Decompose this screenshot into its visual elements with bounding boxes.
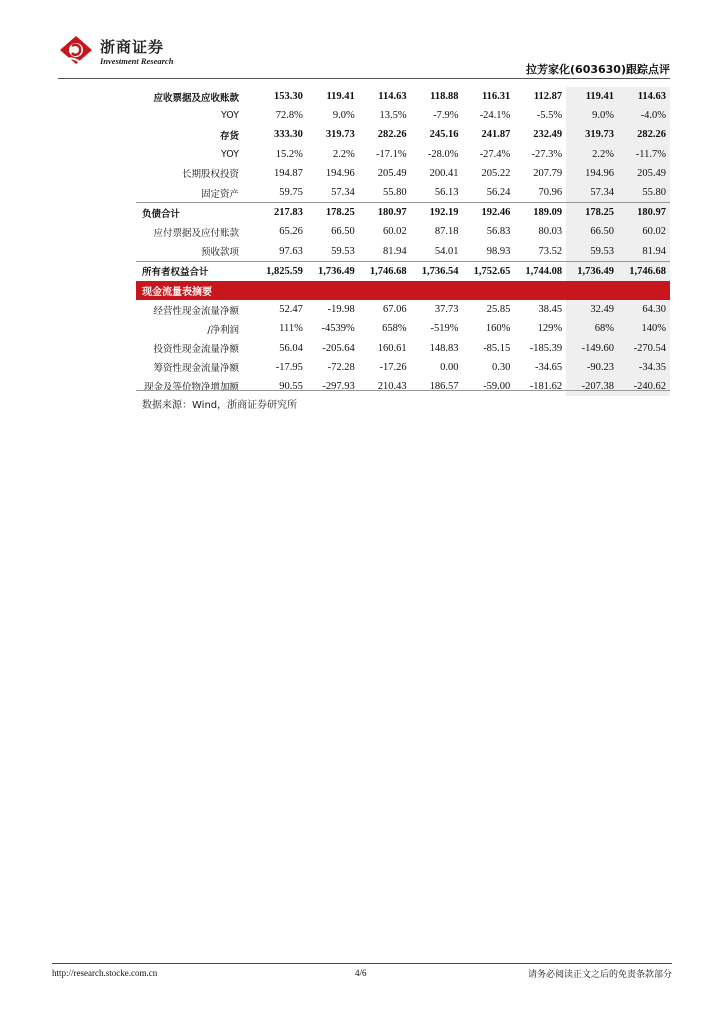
table-cell: 13.5%	[379, 110, 407, 122]
table-cell: 65.26	[279, 226, 303, 238]
table-cell: -17.26	[379, 361, 407, 373]
table-cell: -297.93	[322, 380, 355, 392]
table-cell: 153.30	[274, 91, 303, 103]
brand-name-en: Investment Research	[100, 56, 174, 66]
table-cell: 1,746.68	[618, 261, 670, 281]
table-cell: 207.79	[533, 167, 563, 179]
table-cell: 52.47	[279, 304, 303, 316]
table-cell: 114.63	[378, 91, 407, 103]
table-cell: -4539%	[321, 323, 355, 335]
row-label: YOY	[220, 110, 240, 122]
table-cell: 1,752.65	[462, 261, 514, 281]
table-cell: -19.98	[327, 304, 355, 316]
table-row	[136, 242, 670, 262]
table-cell: 60.02	[382, 226, 407, 238]
table-cell: 56.24	[486, 187, 511, 199]
table-cell: 59.75	[279, 187, 303, 199]
table-row	[136, 319, 670, 338]
row-label: 应收票据及应收账款	[153, 92, 240, 104]
table-cell: 194.96	[566, 164, 618, 183]
table-cell: 55.80	[382, 187, 407, 199]
table-cell: 97.63	[279, 245, 303, 257]
row-label: 所有者权益合计	[136, 261, 255, 281]
table-cell: 56.04	[279, 342, 303, 354]
page-number: 4/6	[355, 968, 367, 978]
table-cell: -34.65	[535, 361, 563, 373]
table-cell: 80.03	[538, 226, 563, 238]
table-cell: 9.0%	[332, 110, 355, 122]
table-cell: -59.00	[483, 380, 511, 392]
table-cell: -7.9%	[433, 110, 459, 122]
table-cell: 64.30	[618, 300, 670, 319]
table-cell: 72.8%	[275, 110, 303, 122]
table-cell: 66.50	[566, 222, 618, 241]
table-cell: 282.26	[618, 125, 670, 144]
table-cell: 56.13	[434, 187, 459, 199]
table-row	[136, 222, 670, 241]
table-cell: 1,736.49	[566, 261, 618, 281]
table-cell: 116.31	[482, 91, 511, 103]
table-cell: 55.80	[618, 183, 670, 203]
table-cell: 1,736.49	[307, 261, 359, 281]
table-cell: 160.61	[377, 342, 407, 354]
table-cell: 73.52	[538, 245, 563, 257]
table-cell: -27.4%	[479, 148, 511, 160]
table-cell: 98.93	[486, 245, 511, 257]
table-bottom-rule	[136, 390, 670, 391]
table-cell: 205.49	[377, 167, 407, 179]
table-cell: 1,746.68	[359, 261, 411, 281]
table-cell: 119.41	[566, 87, 618, 106]
table-cell: 87.18	[434, 226, 459, 238]
footer-disclaimer: 请务必阅读正文之后的免责条款部分	[527, 970, 672, 980]
zheshang-logo-icon	[58, 34, 94, 66]
table-cell: 1,744.08	[514, 261, 566, 281]
table-cell: 0.30	[491, 361, 511, 373]
table-cell: 81.94	[618, 242, 670, 262]
table-cell: 148.83	[429, 342, 459, 354]
table-cell: 57.34	[566, 183, 618, 203]
financial-table	[136, 87, 670, 396]
table-cell: 59.53	[331, 245, 355, 257]
table-cell: 68%	[566, 319, 618, 338]
section-header	[136, 281, 670, 300]
table-row	[136, 261, 670, 281]
table-cell: 129%	[537, 323, 563, 335]
table-cell: 319.73	[325, 129, 355, 141]
page-header	[58, 34, 670, 78]
table-cell: -185.39	[529, 342, 563, 354]
table-cell: 66.50	[331, 226, 355, 238]
table-cell: 178.25	[307, 203, 359, 223]
row-label: 长期股权投资	[182, 169, 240, 181]
table-cell: 658%	[382, 323, 407, 335]
table-cell: -17.95	[275, 361, 303, 373]
table-cell: 54.01	[434, 245, 459, 257]
table-cell: 9.0%	[566, 106, 618, 125]
table-cell: 333.30	[274, 129, 303, 141]
table-cell: 186.57	[429, 380, 459, 392]
table-row	[136, 145, 670, 164]
table-cell: 1,736.54	[411, 261, 463, 281]
table-row	[136, 183, 670, 203]
row-label: YOY	[220, 148, 240, 160]
table-cell: 180.97	[618, 203, 670, 223]
table-cell: 1,825.59	[255, 261, 307, 281]
table-cell: 90.55	[279, 380, 303, 392]
table-cell: 282.26	[377, 129, 407, 141]
table-cell: 114.63	[618, 87, 670, 106]
table-cell: 192.19	[411, 203, 463, 223]
table-cell: 56.83	[486, 226, 511, 238]
table-cell: 81.94	[382, 245, 407, 257]
table-cell: -27.3%	[531, 148, 563, 160]
table-cell: 67.06	[382, 304, 407, 316]
table-cell: 60.02	[618, 222, 670, 241]
row-label: 经营性现金流量净额	[153, 305, 240, 317]
table-row	[136, 106, 670, 125]
report-title: 拉芳家化(603630)跟踪点评	[526, 63, 670, 76]
table-cell: 140%	[618, 319, 670, 338]
table-cell: 160%	[485, 323, 511, 335]
table-cell: -240.62	[618, 377, 670, 396]
table-cell: 57.34	[331, 187, 355, 199]
table-cell: -519%	[430, 323, 459, 335]
row-label: 预收款项	[201, 247, 240, 259]
table-cell: 217.83	[255, 203, 307, 223]
source-note: 数据来源：Wind，浙商证券研究所	[142, 400, 298, 411]
table-cell: -270.54	[618, 338, 670, 357]
row-label: 固定资产	[201, 188, 240, 200]
table-cell: -17.1%	[375, 148, 407, 160]
table-cell: 32.49	[566, 300, 618, 319]
table-cell: 192.46	[462, 203, 514, 223]
table-cell: 232.49	[533, 129, 563, 141]
table-cell: 2.2%	[332, 148, 355, 160]
table-cell: -5.5%	[536, 110, 563, 122]
table-row	[136, 87, 670, 106]
footer-divider	[52, 963, 672, 964]
table-cell: 118.88	[430, 91, 459, 103]
table-cell: 245.16	[429, 129, 459, 141]
table-cell: 205.22	[481, 167, 511, 179]
table-cell: 111%	[279, 323, 303, 335]
table-cell: -205.64	[322, 342, 355, 354]
table-row	[136, 300, 670, 319]
table-cell: -4.0%	[618, 106, 670, 125]
table-cell: 189.09	[514, 203, 566, 223]
table-cell: 180.97	[359, 203, 411, 223]
table-cell: -90.23	[566, 358, 618, 377]
table-row	[136, 338, 670, 357]
table-cell: 205.49	[618, 164, 670, 183]
table-cell: -181.62	[529, 380, 563, 392]
row-label: 现金及等价物净增加额	[144, 382, 240, 394]
table-cell: 319.73	[566, 125, 618, 144]
table-cell: 2.2%	[566, 145, 618, 164]
table-cell: -11.7%	[618, 145, 670, 164]
table-cell: 194.87	[274, 167, 303, 179]
table-cell: -24.1%	[479, 110, 511, 122]
table-cell: 241.87	[481, 129, 511, 141]
table-row	[136, 377, 670, 396]
table-cell: -149.60	[566, 338, 618, 357]
table-cell: 70.96	[538, 187, 563, 199]
row-label: /净利润	[207, 324, 240, 336]
table-cell: 194.96	[325, 167, 355, 179]
table-row	[136, 358, 670, 377]
table-cell: 38.45	[538, 304, 563, 316]
table-cell: 112.87	[533, 91, 563, 103]
row-label: 投资性现金流量净额	[153, 344, 240, 356]
row-label: 筹资性现金流量净额	[153, 363, 240, 375]
table-row	[136, 125, 670, 144]
section-title: 现金流量表摘要	[136, 281, 670, 300]
table-cell: 25.85	[486, 304, 511, 316]
brand-name-cn: 浙商证券	[100, 38, 165, 56]
table-cell: 0.00	[440, 361, 459, 373]
table-cell: 59.53	[566, 242, 618, 262]
table-cell: 200.41	[429, 167, 459, 179]
table-cell: -85.15	[483, 342, 511, 354]
table-cell: 210.43	[377, 380, 407, 392]
footer-url[interactable]: http://research.stocke.com.cn	[52, 968, 158, 978]
row-label: 应付票据及应付账款	[153, 227, 240, 239]
table-row	[136, 164, 670, 183]
row-label: 负债合计	[136, 203, 255, 223]
table-cell: 178.25	[566, 203, 618, 223]
table-row	[136, 203, 670, 223]
header-divider	[58, 78, 670, 79]
table-cell: -207.38	[566, 377, 618, 396]
table-cell: 37.73	[434, 304, 459, 316]
table-cell: -72.28	[327, 361, 355, 373]
table-cell: -34.35	[618, 358, 670, 377]
row-label: 存货	[220, 130, 240, 142]
table-cell: 15.2%	[275, 148, 303, 160]
table-cell: -28.0%	[427, 148, 459, 160]
table-cell: 119.41	[326, 91, 355, 103]
